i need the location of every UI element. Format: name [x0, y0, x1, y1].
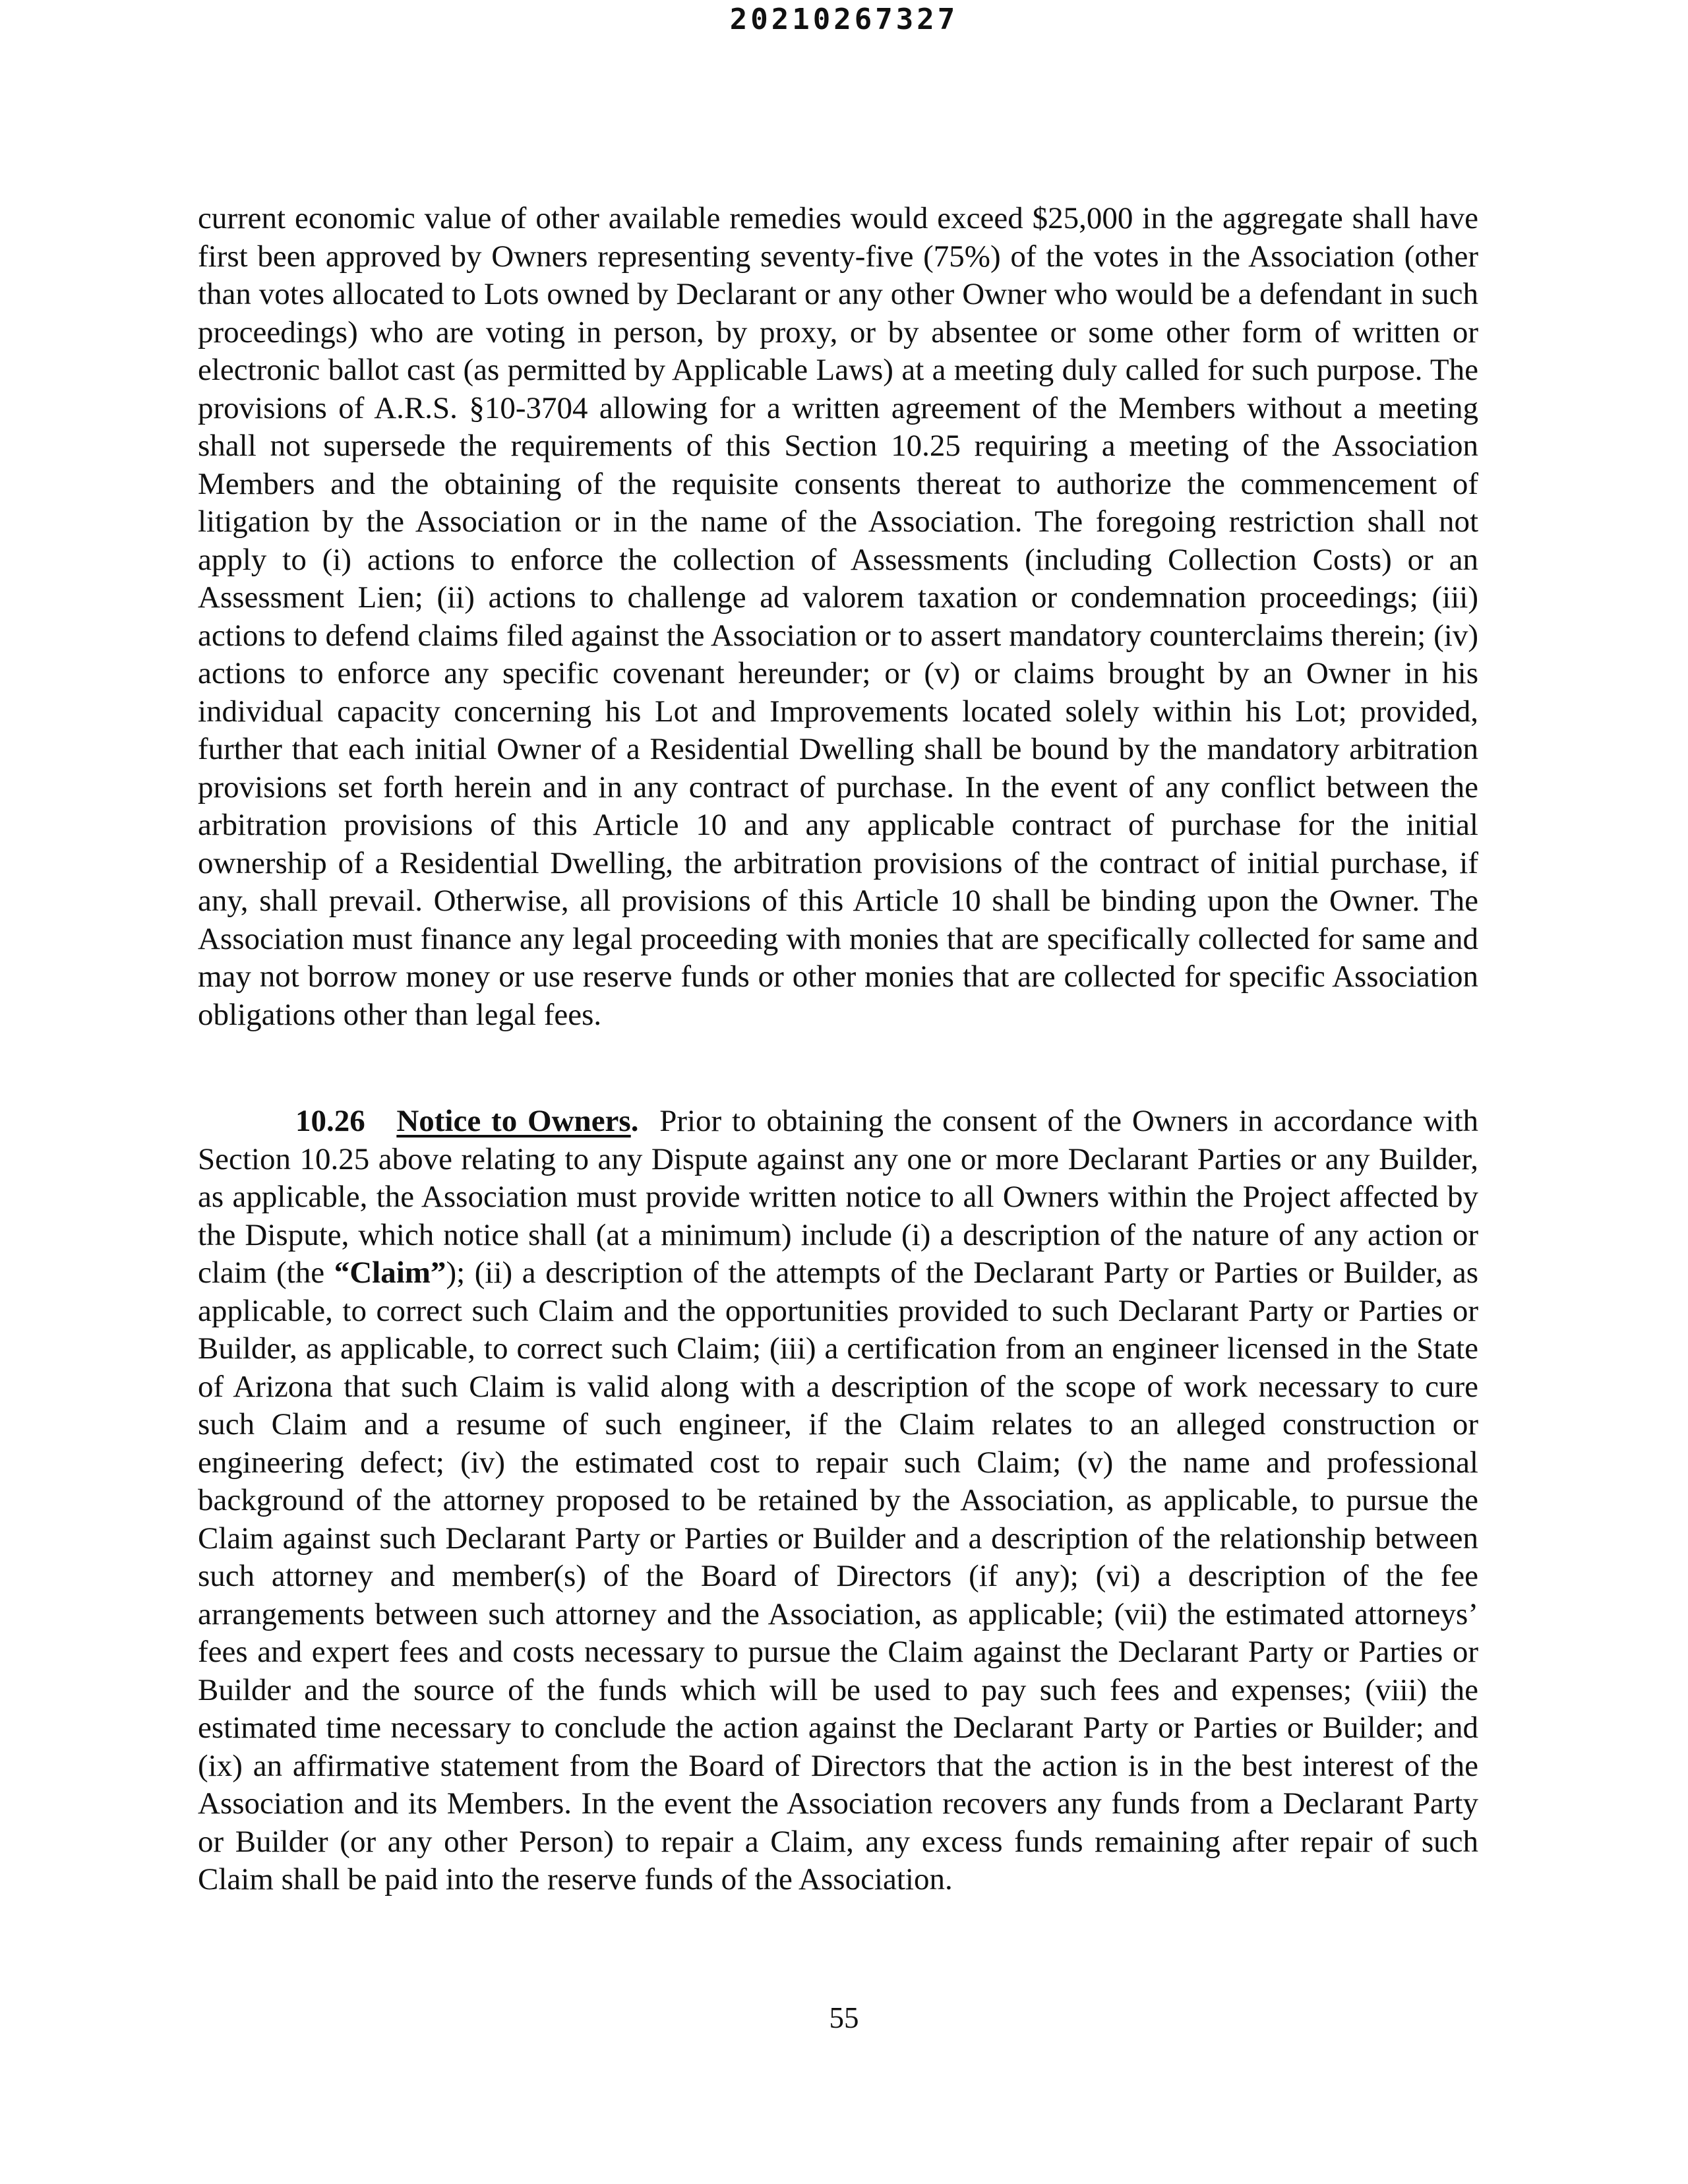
- section-title: Notice to Owners: [396, 1104, 631, 1138]
- document-number: 20210267327: [729, 3, 959, 36]
- section-10-26-paragraph: [198, 1103, 1478, 1899]
- section-text-part-2: ); (ii) a description of the attempts of the Declarant Party or Parties or Builder, as applicable, to correct such Claim and the opportunities provided to such Declarant Party or Parties or Builder, as applicable, to correct such Claim; (iii) a certification from an engineer licensed in the State of Arizona that such Claim is valid along with a description of the scope of work necessary to cure such Claim and a resume of such engineer, if the Claim relates to an alleged construction or engineering defect; (iv) the estimated cost to repair such Claim; (v) the name and professional background of the attorney proposed to be retained by the Association, as applicable, to pursue the Claim against such Declarant Party or Parties or Builder and a description of the relationship between such attorney and member(s) of the Board of Directors (if any); (vi) a description of the fee arrangements between such attorney and the Association, as applicable; (vii) the estimated attorneys’ fees and expert fees and costs necessary to pursue the Claim against the Declarant Party or Parties or Builder and the source of the funds which will be used to pay such fees and expenses; (viii) the estimated time necessary to conclude the action against the Declarant Party or Parties or Builder; and (ix) an affirmative statement from the Board of Directors that the action is in the best interest of the Association and its Members. In the event the Association recovers any funds from a Declarant Party or Builder (or any other Person) to repair a Claim, any excess funds remaining after repair of such Claim shall be paid into the reserve funds of the Association.: [198, 1256, 1479, 1896]
- section-text-part-1: Prior to obtaining the consent of the Owners in accordance with Section 10.25 above relating to any Dispute against any one or more Declarant Parties or any Builder, as applicable, the Association must provide written notice to all Owners within the Project affected by the Dispute, which notice shall (at a minimum) include (i) a description of the nature of any action or claim (the: [198, 1104, 1479, 1290]
- section-number: 10.26: [295, 1104, 365, 1138]
- section-title-period: .: [630, 1104, 639, 1138]
- page-number: 55: [829, 2001, 859, 2034]
- paragraph-continuation: current economic value of other available remedies would exceed $25,000 in the aggregate shall have first been approved by Owners representing seventy-five (75%) of the votes in the Association (other than votes allocated to Lots owned by Declarant or any other Owner who would be a defendant in such proceedings) who are voting in person, by proxy, or by absentee or some other form of written or electronic ballot cast (as permitted by Applicable Laws) at a meeting duly called for such purpose. The provisions of A.R.S. §10-3704 allowing for a written agreement of the Members without a meeting shall not supersede the requirements of this Section 10.25 requiring a meeting of the Association Members and the obtaining of the requisite consents thereat to authorize the commencement of litigation by the Association or in the name of the Association. The foregoing restriction shall not apply to (i) actions to enforce the collection of Assessments (including Collection Costs) or an Assessment Lien; (ii) actions to challenge ad valorem taxation or condemnation proceedings; (iii) actions to defend claims filed against the Association or to assert mandatory counterclaims therein; (iv) actions to enforce any specific covenant hereunder; or (v) or claims brought by an Owner in his individual capacity concerning his Lot and Improvements located solely within his Lot; provided, further that each initial Owner of a Residential Dwelling shall be bound by the mandatory arbitration provisions set forth herein and in any contract of purchase. In the event of any conflict between the arbitration provisions of this Article 10 and any applicable contract of purchase for the initial ownership of a Residential Dwelling, the arbitration provisions of the contract of initial purchase, if any, shall prevail. Otherwise, all provisions of this Article 10 shall be binding upon the Owner. The Association must finance any legal proceeding with monies that are specifically collected for same and may not borrow money or use reserve funds or other monies that are collected for specific Association obligations other than legal fees.: [198, 201, 1478, 1032]
- defined-term-claim: “Claim”: [334, 1256, 446, 1290]
